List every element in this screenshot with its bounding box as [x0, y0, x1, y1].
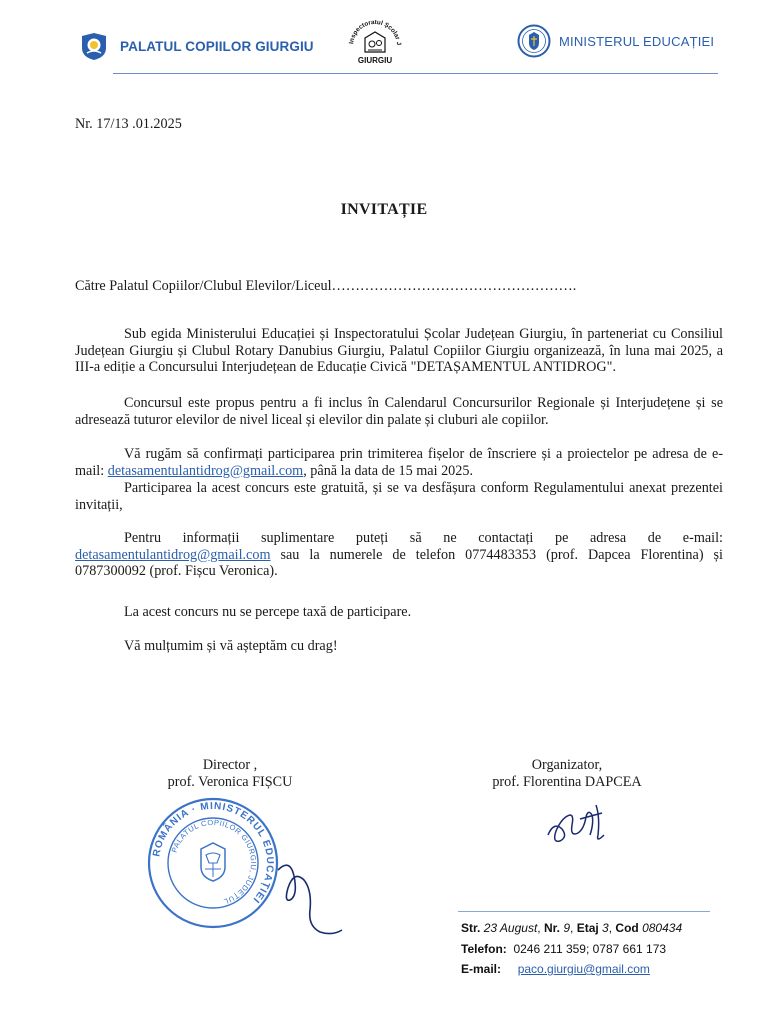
inspectorat-arc-text: Inspectoratul Școlar J [348, 18, 403, 46]
organizer-role: Organizator, [531, 757, 603, 773]
contact-email-link-2[interactable]: detasamentulantidrog@gmail.com [75, 546, 271, 563]
paragraph-calendar: Concursul este propus pentru a fi inclus în Calendarul Concursurilor Regionale și Interjudețene și se adresează tuturor elevilor de nivel liceal și elevilor din palate și cluburi ale copiilor. [75, 395, 723, 428]
paragraph-intro: Sub egida Ministerului Educației și Inspectoratului Școlar Județean Giurgiu, în parteneriat cu Consiliul Județean Giurgiu și Clubul Rotary Danubius Giurgiu, Palatul Copiilor Giurgiu organizează, în luna mai 2025, a III-a ediție a Concursului Interjudețean de Educație Civică "DETAȘAMENTUL ANTIDROG". [75, 326, 723, 376]
cod-value: 080434 [642, 921, 683, 935]
header-left-brand [78, 30, 314, 62]
header-ministry-name: MINISTERUL EDUCAȚIEI [559, 33, 715, 49]
paragraph-thanks: Vă mulțumim și vă așteptăm cu drag! [124, 638, 338, 654]
organizer-signature-drawing [540, 795, 620, 855]
street-name: 23 August [483, 921, 538, 935]
ministerul-educatiei-seal-icon [517, 24, 551, 58]
footer-address: Str. 23 August, Nr. 9, Etaj 3, Cod 080434 [461, 921, 683, 935]
document-title: INVITAȚIE [340, 201, 428, 218]
footer-email-link[interactable]: paco.giurgiu@gmail.com [517, 962, 650, 976]
stamp-inner-text: PALATUL COPIILOR GIURGIU, JUDEȚUL [169, 817, 259, 907]
signature-right-block [470, 757, 664, 790]
email-label: E-mail: [461, 962, 502, 976]
etaj-value: 3 [602, 921, 609, 935]
addressee-line: Către Palatul Copiilor/Clubul Elevilor/Liceul……………………………………………. [75, 278, 577, 294]
paragraph-no-fee: La acest concurs nu se percepe taxă de participare. [124, 604, 412, 620]
organizer-name: prof. Florentina DAPCEA [492, 773, 642, 790]
confirmation-text-before: Vă rugăm să confirmați participarea prin trimiterea fișelor de înscriere și a proiectelor pe adresa de e-mail: [75, 446, 723, 479]
nr-value: 9 [563, 921, 571, 935]
confirmation-text-after: , până la data de 15 mai 2025. [303, 462, 474, 479]
cod-label: Cod [615, 921, 639, 935]
inspectorat-logo-text: GIURGIU [357, 56, 393, 65]
svg-text:PALATUL COPIILOR GIURGIU, JUDE [170, 818, 258, 906]
inspectorat-emblem-icon [345, 16, 405, 72]
header-divider [113, 73, 718, 74]
contact-text-after: sau la numerele de telefon 0774483353 (prof. Dapcea Florentina) și 0787300092 (prof. Fișcu Veronica). [75, 546, 723, 580]
phone-label: Telefon: [461, 942, 507, 956]
inspectorat-logo [345, 16, 405, 72]
paragraph-contact [75, 530, 723, 580]
director-name: prof. Veronica FIȘCU [167, 773, 293, 790]
director-signature-drawing [260, 840, 380, 940]
header-right-brand [517, 24, 714, 58]
paragraph-participation: Participarea la acest concurs este gratuită, și se va desfășura conform Regulamentului anexat prezentei invitații, [75, 480, 723, 513]
street-label: Str. [461, 921, 481, 935]
footer-divider [458, 911, 710, 912]
footer-phone [461, 942, 666, 956]
stamp-coat-of-arms-icon [201, 843, 225, 881]
header-institution-name: PALATUL COPIILOR GIURGIU [120, 38, 314, 54]
stamp-outer-text: ROMÂNIA · MINISTERUL EDUCAȚIEI [151, 800, 276, 906]
etaj-label: Etaj [576, 921, 599, 935]
document-number: Nr. 17/13 .01.2025 [75, 116, 182, 132]
contact-email-link-1[interactable]: detasamentulantidrog@gmail.com [107, 462, 304, 479]
signature-left-block [140, 757, 320, 790]
paragraph-confirmation [75, 446, 723, 479]
footer-email [461, 962, 650, 976]
phone-numbers: 0246 211 359; 0787 661 173 [513, 942, 667, 956]
nr-label: Nr. [543, 921, 560, 935]
director-role: Director , [202, 757, 258, 773]
contact-text-before: Pentru informații suplimentare puteți să ne contactați pe adresa de e-mail: [124, 530, 723, 546]
palatul-copiilor-logo-icon [78, 30, 110, 62]
